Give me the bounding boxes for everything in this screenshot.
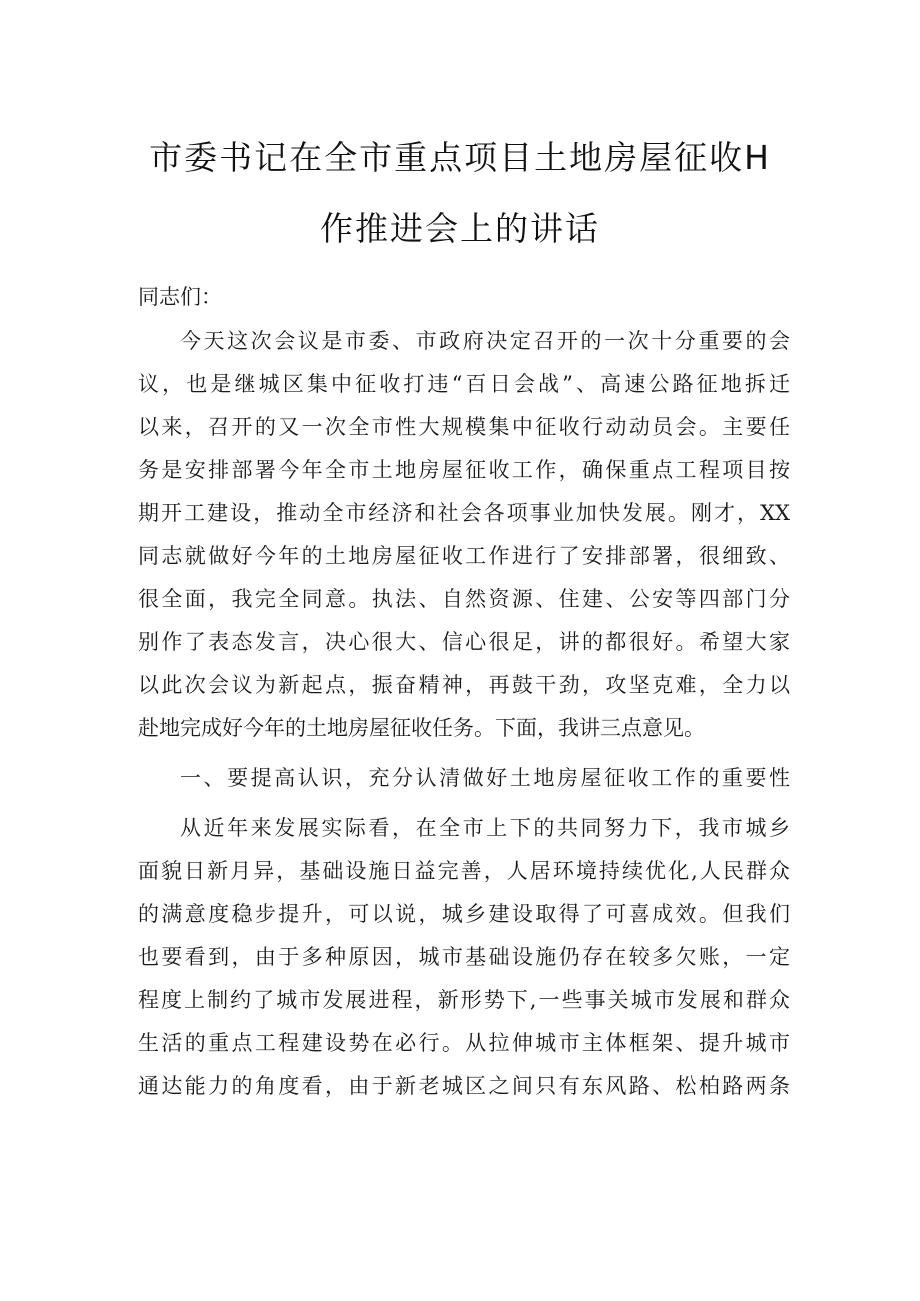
text-line: 也要看到，由于多种原因，城市基础设施仍存在较多欠账，一定 [138,945,790,969]
text-line: 程度上制约了城市发展进程，新形势下,一些事关城市发展和群众 [138,988,790,1012]
document-title-line-2: 作推进会上的讲话 [320,209,600,248]
text-line: 今天这次会议是市委、市政府决定召开的一次十分重要的会 [180,329,790,353]
text-line: 很全面，我完全同意。执法、自然资源、住建、公安等四部门分 [138,587,790,611]
salutation: 同志们： [138,285,222,309]
text-line: 期开工建设，推动全市经济和社会各项事业加快发展。刚才，XX [138,501,790,525]
text-line: 议，也是继城区集中征收打违“百日会战”、高速公路征地拆迁 [138,372,790,396]
text-line: 生活的重点工程建设势在必行。从拉伸城市主体框架、提升城市 [138,1031,790,1055]
text-line: 以来，召开的又一次全市性大规模集中征收行动动员会。主要任 [138,415,790,439]
text-line: 同志就做好今年的土地房屋征收工作进行了安排部署，很细致、 [138,544,790,568]
text-line: 别作了表态发言，决心很大、信心很足，讲的都很好。希望大家 [138,630,790,654]
text-line: 务是安排部署今年全市土地房屋征收工作，确保重点工程项目按 [138,458,790,482]
text-line: 通达能力的角度看，由于新老城区之间只有东风路、松柏路两条 [138,1074,790,1098]
text-line: 赴地完成好今年的土地房屋征收任务。下面，我讲三点意见。 [138,716,705,740]
document-title-line-1: 市委书记在全市重点项目土地房屋征收H [149,138,771,177]
section-heading: 一、要提高认识，充分认清做好土地房屋征收工作的重要性 [180,766,790,790]
text-line: 以此次会议为新起点，振奋精神，再鼓干劲，攻坚克难，全力以 [138,673,790,697]
text-line: 从近年来发展实际看，在全市上下的共同努力下，我市城乡 [180,816,790,840]
text-line: 的满意度稳步提升，可以说，城乡建设取得了可喜成效。但我们 [138,902,790,926]
text-line: 面貌日新月异，基础设施日益完善，人居环境持续优化,人民群众 [138,859,790,883]
